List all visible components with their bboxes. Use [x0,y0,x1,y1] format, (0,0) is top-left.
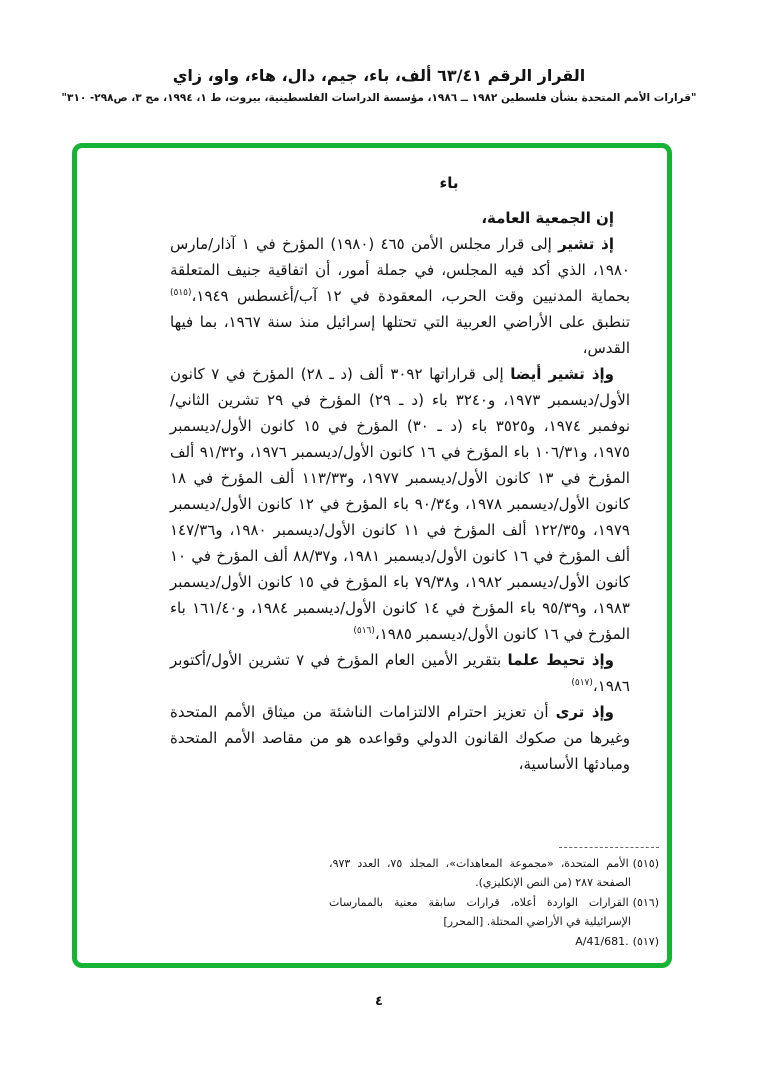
resolution-text [170,170,630,777]
highlight-frame [72,143,672,968]
footnote-reference: (٥١٦) [353,626,375,636]
document-title: القرار الرقم ٦٣/٤١ ألف، باء، جيم، دال، هاء، واو، زاي [172,66,586,85]
footnote [329,893,659,932]
source-citation: "قرارات الأمم المتحدة بشأن فلسطين ١٩٨٢ ــ ١٩٨٦، مؤسسة الدراسات الفلسطينية، بيروت، ط ١، ١٩٩٤، مج ٣، ص٢٩٨- ٣١٠" [61,92,697,104]
preamble-recalling-ga-resolutions: وإذ تشير أيضا إلى قراراتها ٣٠٩٢ ألف (د ـ ٢٨) المؤرخ في ٧ كانون الأول/ديسمبر ١٩٧٣، و٣٢٤٠ باء (د ـ ٢٩) المؤرخ في ٢٩ تشرين الثاني/نوفمبر ١٩٧٤، و٣٥٢٥ باء (د ـ ٣٠) المؤرخ في ١٥ كانون الأول/ديسمبر ١٩٧٥، و١٠٦/٣١ باء المؤرخ في ١٦ كانون الأول/ديسمبر ١٩٧٦، و٩١/٣٢ ألف المؤرخ في ١٣ كانون الأول/ديسمبر ١٩٧٧، و١١٣/٣٣ ألف المؤرخ في ١٨ كانون الأول/ديسمبر ١٩٧٨، و٩٠/٣٤ باء المؤرخ في ١٢ كانون الأول/ديسمبر ١٩٧٩، و١٢٢/٣٥ ألف المؤرخ في ١١ كانون الأول/ديسمبر ١٩٨٠، و١٤٧/٣٦ ألف المؤرخ في ١٦ كانون الأول/ديسمبر ١٩٨١، و٨٨/٣٧ ألف المؤرخ في ١٠ كانون الأول/ديسمبر ١٩٨٢، و٧٩/٣٨ باء المؤرخ في ١٥ كانون الأول/ديسمبر ١٩٨٣، و٩٥/٣٩ باء المؤرخ في ١٤ كانون الأول/ديسمبر ١٩٨٤، و١٦١/٤٠ باء المؤرخ في ١٦ كانون الأول/ديسمبر ١٩٨٥،$^{(٥١٦)}$ [170,365,631,643]
assembly-opening-line: إن الجمعية العامة، [481,209,614,227]
footnote [329,932,659,952]
footnote-text: الأمم المتحدة، «مجموعة المعاهدات»، المجلد ٧٥، العدد ٩٧٣، الصفحة ٢٨٧ (من النص الإنكليزي). [329,856,631,889]
preamble-recalling-sc-resolution: إذ تشير إلى قرار مجلس الأمن ٤٦٥ (١٩٨٠) المؤرخ في ١ آذار/مارس ١٩٨٠، الذي أكد فيه المجلس، في جملة أمور، أن اتفاقية جنيف المتعلقة بحماية المدنيين وقت الحرب، المعقودة في ١٢ آب/أغسطس ١٩٤٩،$^{(٥١٥)}$ تنطبق على الأراضي العربية التي تحتلها إسرائيل منذ سنة ١٩٦٧، بما فيها القدس، [170,235,630,357]
footnote-reference: (٥١٧) [571,678,593,688]
footnote-list [329,854,659,952]
page-number: ٤ [375,994,383,1009]
footnote-marker: (٥١٥) [632,856,659,870]
preamble-considering-charter-obligations: وإذ ترى أن تعزيز احترام الالتزامات الناشئة من ميثاق الأمم المتحدة وغيرها من صكوك القانون الدولي وقواعده هو من مقاصد الأمم المتحدة ومبادئها الأساسية، [170,703,630,773]
footnotes-block [329,847,659,952]
section-heading-ba: باء [439,174,459,192]
footnote-marker: (٥١٦) [632,895,659,909]
footnote-separator-rule [559,847,659,848]
footnote-text: القرارات الواردة أعلاه، قرارات سابقة معنية بالممارسات الإسرائيلية في الأراضي المحتلة. [المحرر] [329,895,631,928]
footnote-reference: (٥١٥) [170,288,192,298]
footnote-marker: (٥١٧) [632,934,659,948]
paragraph-list [170,205,630,777]
footnote-text: A/41/681. [575,934,629,948]
page-header [0,0,758,105]
preamble-taking-note-sg-report: وإذ تحيط علما بتقرير الأمين العام المؤرخ في ٧ تشرين الأول/أكتوبر ١٩٨٦،$^{(٥١٧)}$ [170,651,630,695]
footnote [329,854,659,893]
